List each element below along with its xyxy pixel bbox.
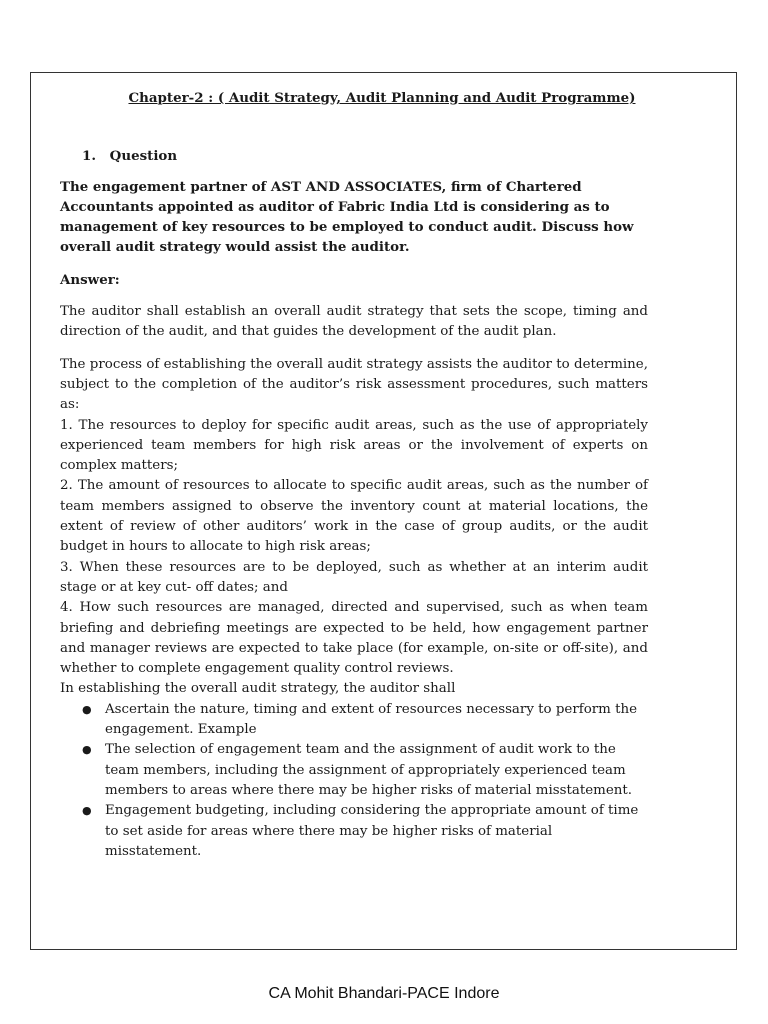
bullet-text: The selection of engagement team and the assignment of audit work to the team members, including the assignment of appropriately experienced team members to areas where there may be higher risks of material misstatement. <box>105 742 633 798</box>
strategy-bullet-list <box>60 700 648 862</box>
resource-point-2: 2. The amount of resources to allocate to specific audit areas, such as the number of team members assigned to observe the inventory count at material locations, the extent of review of other auditors’ work in the case of group audits, or the audit budget in hours to allocate to high risk areas; <box>60 478 648 555</box>
question-heading <box>60 146 648 166</box>
page-footer: CA Mohit Bhandari-PACE Indore <box>268 985 500 1002</box>
bullet-text: Engagement budgeting, including considering the appropriate amount of time to set aside for areas where there may be higher risks of material misstatement. <box>105 803 639 859</box>
bullet-icon: ● <box>82 702 92 716</box>
list-item <box>60 801 648 862</box>
strategy-closing-intro: In establishing the overall audit strategy, the auditor shall <box>60 681 456 697</box>
resource-point-1: 1. The resources to deploy for specific audit areas, such as the use of appropriately experienced team members for high risk areas or the involvement of experts on complex matters; <box>60 417 648 474</box>
bullet-icon: ● <box>82 804 92 818</box>
resource-point-4: 4. How such resources are managed, directed and supervised, such as when team briefing and debriefing meetings are expected to be held, how engagement partner and manager reviews are expected to take place (for example, on-site or off-site), and whether to complete engagement quality control reviews. <box>60 600 648 677</box>
resource-point-3: 3. When these resources are to be deployed, such as whether at an interim audit stage or at key cut- off dates; and <box>60 559 648 595</box>
answer-label: Answer: <box>60 271 120 288</box>
question-number: 1. <box>82 148 96 165</box>
list-item <box>60 700 648 741</box>
question-text: The engagement partner of AST AND ASSOCIATES, firm of Chartered Accountants appointed as auditor of Fabric India Ltd is considering as to management of key resources to be employed to conduct audit. Discuss how overall audit strategy would assist the auditor. <box>60 178 634 256</box>
bullet-icon: ● <box>82 743 92 757</box>
bullet-text: Ascertain the nature, timing and extent of resources necessary to perform the engagement. Example <box>105 701 638 738</box>
answer-paragraph-1: The auditor shall establish an overall audit strategy that sets the scope, timing and direction of the audit, and that guides the development of the audit plan. <box>60 304 648 340</box>
document-body <box>60 88 648 862</box>
answer-paragraph-2: The process of establishing the overall audit strategy assists the auditor to determine, subject to the completion of the auditor’s risk assessment procedures, such matters as: <box>60 356 648 413</box>
list-item <box>60 740 648 801</box>
chapter-title: Chapter-2 : ( Audit Strategy, Audit Planning and Audit Programme) <box>128 90 636 106</box>
question-heading-label: Question <box>109 148 178 165</box>
